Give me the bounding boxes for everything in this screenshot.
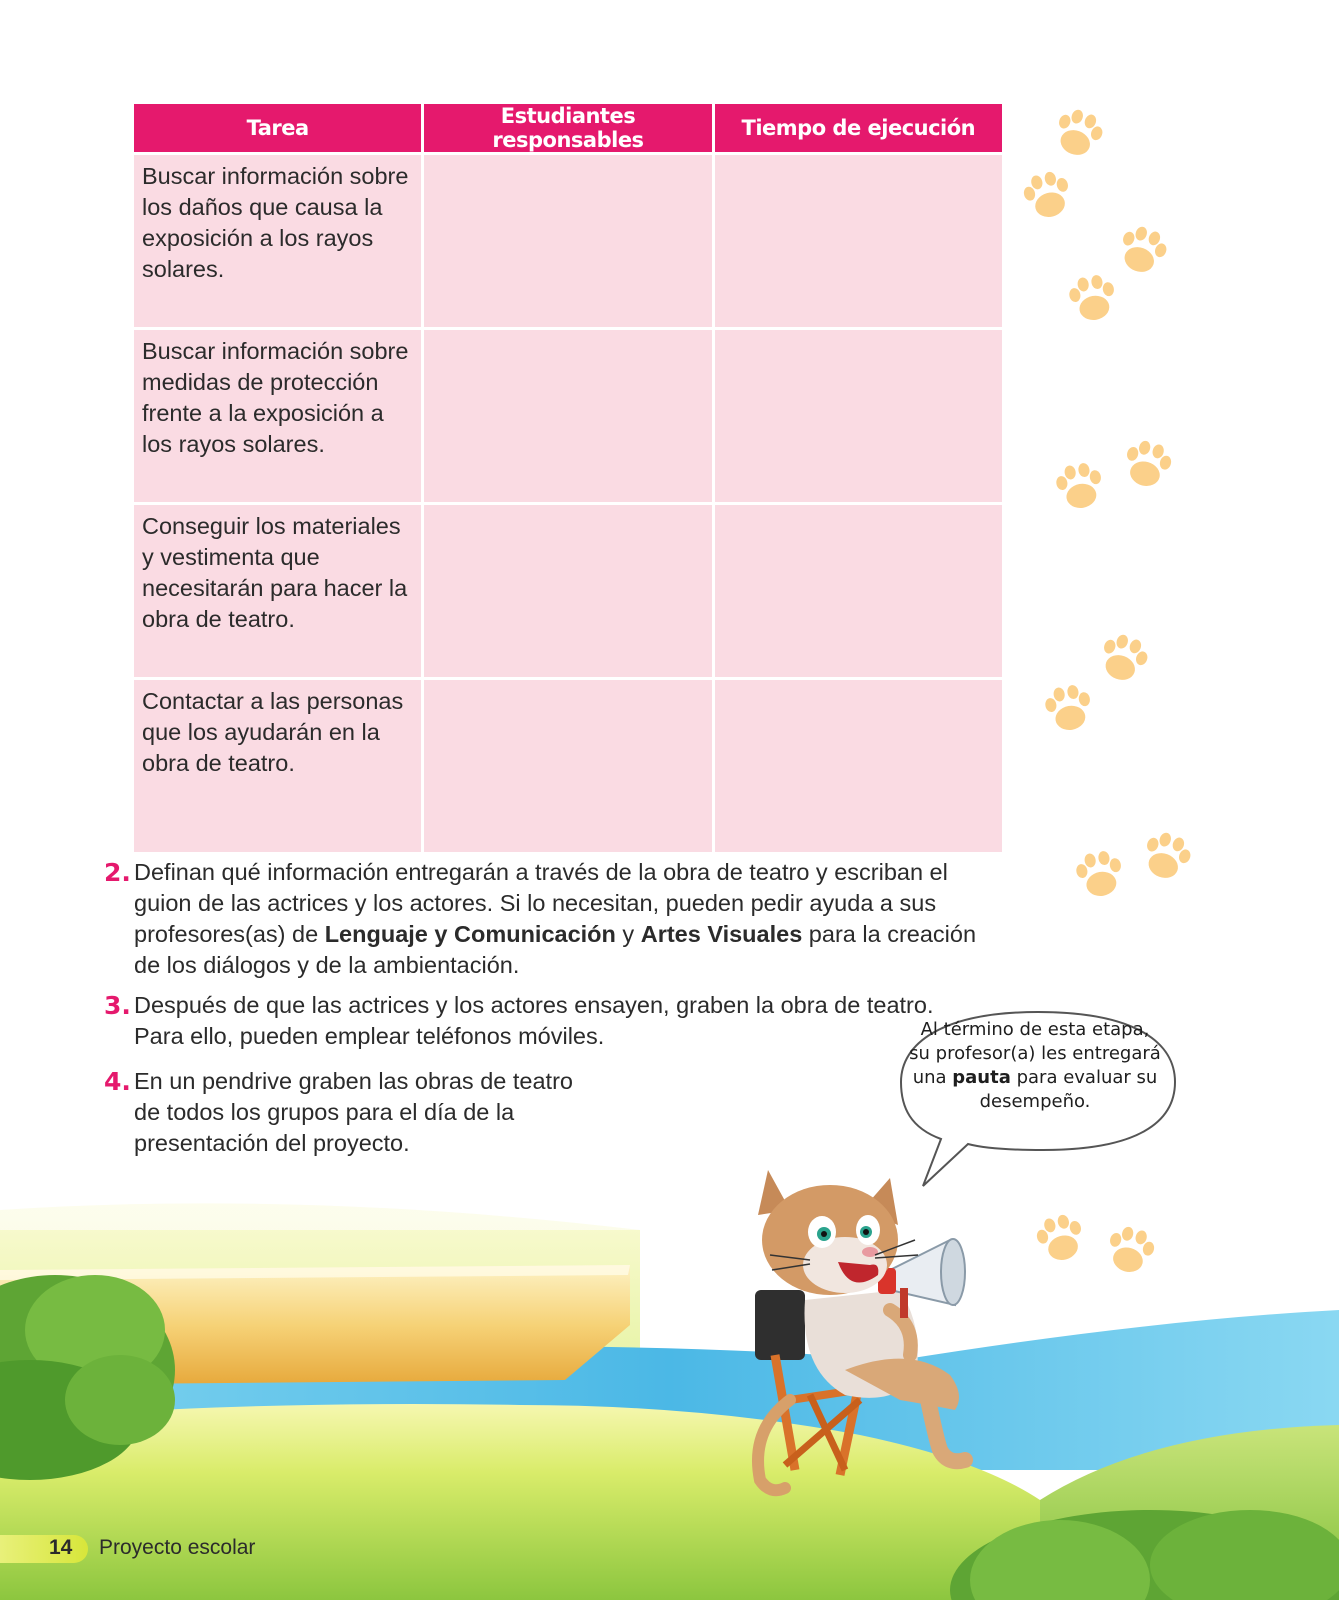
bubble-keyword-pauta: pauta [952, 1067, 1011, 1088]
execution-time-cell[interactable] [715, 680, 1002, 852]
bubble-line: su profesor(a) les entregará [909, 1043, 1161, 1064]
task-cell: Buscar información sobre los daños que causa la exposición a los rayos solares. [134, 152, 421, 330]
instruction-number: 3. [104, 991, 131, 1020]
instruction-line: Para ello, pueden emplear teléfonos móviles. [134, 1023, 605, 1049]
paw-print-icon [1050, 105, 1107, 162]
paw-print-icon [1067, 272, 1119, 323]
instruction-line: En un pendrive graben las obras de teatro [134, 1068, 573, 1094]
bubble-line [904, 1066, 1166, 1090]
table-row [134, 680, 1002, 852]
speech-bubble-text [904, 1018, 1166, 1114]
task-cell: Conseguir los materiales y vestimenta que necesitarán para hacer la obra de teatro. [134, 505, 421, 680]
paw-print-icon [1020, 168, 1075, 222]
responsible-students-cell[interactable] [424, 152, 711, 330]
instruction-text-part: Definan qué información entregarán a través de la obra de teatro y escriban el guion de las actrices y los actores. Si lo necesitan, pueden pedir ayuda a sus profesores(as) de [134, 859, 948, 947]
responsible-students-cell[interactable] [424, 680, 711, 852]
paw-print-icon [1114, 222, 1171, 279]
paw-print-icon [1074, 848, 1126, 899]
instruction-line: Después de que las actrices y los actores ensayen, graben la obra de teatro. [134, 992, 934, 1018]
instruction-number: 2. [104, 858, 131, 887]
execution-time-cell[interactable] [715, 330, 1002, 505]
bubble-text-part: una [912, 1067, 953, 1088]
subject-lenguaje: Lenguaje y Comunicación [324, 921, 616, 947]
table-row [134, 152, 1002, 330]
instruction-text-part: y [615, 921, 641, 947]
table-row [134, 330, 1002, 505]
instruction-3 [104, 990, 1004, 1052]
puma-mascot-illustration [750, 1170, 1000, 1500]
bubble-line: Al término de esta etapa, [920, 1019, 1150, 1040]
header-tiempo-de-ejecucion: Tiempo de ejecución [715, 104, 1002, 152]
task-cell: Contactar a las personas que los ayudarán en la obra de teatro. [134, 680, 421, 852]
page-number: 14 [49, 1536, 73, 1559]
execution-time-cell[interactable] [715, 505, 1002, 680]
instruction-4 [104, 1066, 704, 1159]
table-header-row [134, 104, 1002, 152]
section-label: Proyecto escolar [99, 1536, 256, 1559]
execution-time-cell[interactable] [715, 152, 1002, 330]
instruction-line: de todos los grupos para el día de la [134, 1099, 515, 1125]
responsible-students-cell[interactable] [424, 505, 711, 680]
bubble-text-part: para evaluar su [1010, 1067, 1158, 1088]
task-planning-table [131, 104, 1005, 852]
subject-artes-visuales: Artes Visuales [640, 921, 803, 947]
bubble-line: desempeño. [979, 1091, 1091, 1112]
responsible-students-cell[interactable] [424, 330, 711, 505]
page-number-tab [0, 1535, 88, 1563]
instruction-text-part: para la creación de los diálogos y de la ambientación. [134, 921, 977, 978]
instruction-number: 4. [104, 1067, 131, 1096]
instruction-line: presentación del proyecto. [134, 1130, 410, 1156]
paw-print-icon [1095, 630, 1152, 687]
task-cell: Buscar información sobre medidas de protección frente a la exposición a los rayos solares. [134, 330, 421, 505]
instruction-2 [104, 857, 1004, 981]
header-tarea: Tarea [134, 104, 421, 152]
paw-print-icon [1043, 682, 1095, 733]
instruction-text [134, 857, 1004, 981]
paw-print-icon [1054, 460, 1106, 511]
paw-print-icon [1120, 437, 1175, 491]
table-row [134, 505, 1002, 680]
header-estudiantes-responsables: Estudiantes responsables [424, 104, 711, 152]
paw-print-icon [1138, 828, 1195, 885]
